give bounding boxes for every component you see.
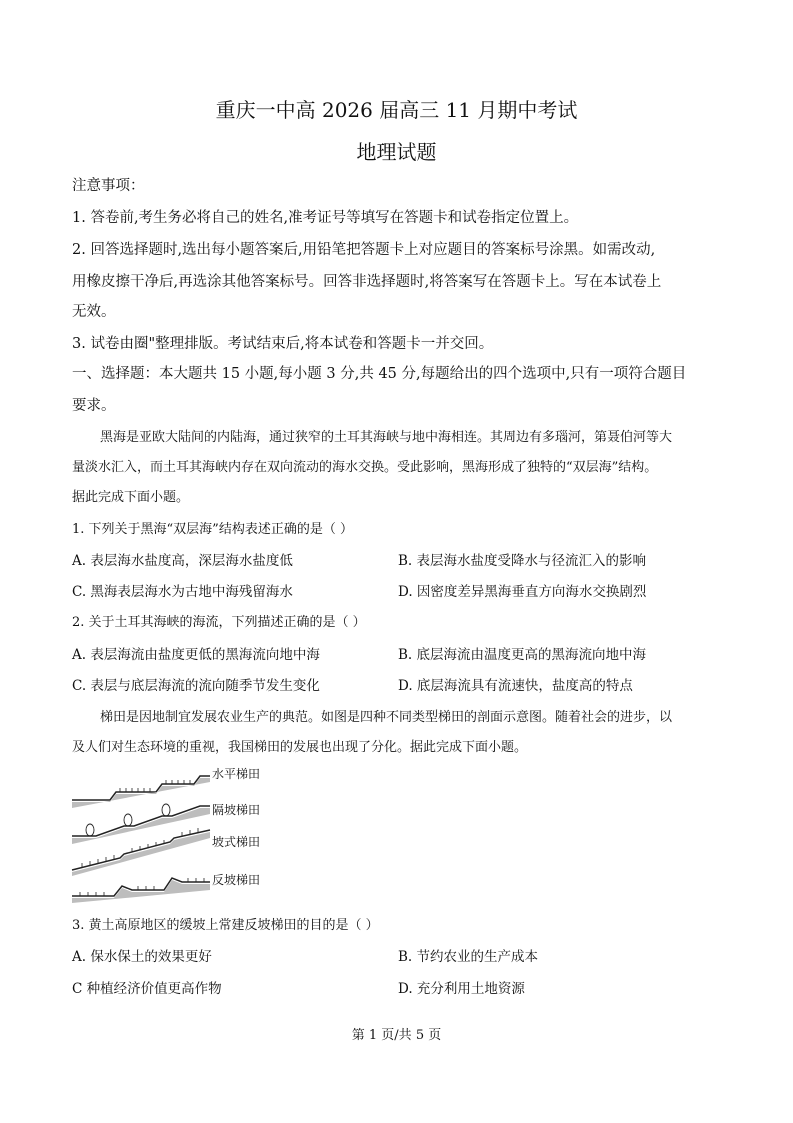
- note-2-line-3: 无效。: [72, 304, 116, 320]
- note-1: 1. 答卷前,考生务必将自己的姓名,准考证号等填写在答题卡和试卷指定位置上。: [72, 210, 579, 226]
- reverse-slope-terrace-profile: [72, 878, 210, 903]
- question-2-option-a: A. 表层海流由盐度更低的黑海流向地中海: [72, 647, 320, 663]
- question-1-option-a: A. 表层海水盐度高，深层海水盐度低: [72, 553, 293, 569]
- exam-subtitle: 地理试题: [356, 140, 437, 164]
- label-reverse-slope-terrace: 反坡梯田: [212, 873, 261, 887]
- question-3-option-c: C 种植经济价值更高作物: [72, 981, 222, 997]
- question-3-stem: 3. 黄土高原地区的缓坡上常建反坡梯田的目的是（ ）: [72, 918, 379, 933]
- label-interval-terrace: 隔坡梯田: [212, 803, 261, 817]
- notes-heading: 注意事项：: [72, 178, 145, 194]
- question-1-option-c: C. 黑海表层海水为古地中海残留海水: [72, 584, 293, 600]
- question-3-option-d: D. 充分利用土地资源: [398, 981, 525, 997]
- question-1-stem: 1. 下列关于黑海“双层海”结构表述正确的是（ ）: [72, 522, 353, 537]
- question-2-option-c: C. 表层与底层海流的流向随季节发生变化: [72, 678, 320, 694]
- question-3-option-b: B. 节约农业的生产成本: [398, 949, 539, 965]
- note-3: 3. 试卷由圈"整理排版。考试结束后,将本试卷和答题卡一并交回。: [72, 336, 494, 352]
- passage-1-line-2: 量淡水汇入，而土耳其海峡内存在双向流动的海水交换。受此影响，黑海形成了独特的“双层海”结构。: [72, 460, 658, 475]
- passage-2-line-1: 梯田是因地制宜发展农业生产的典范。如图是四种不同类型梯田的剖面示意图。随着社会的进步，以: [100, 710, 673, 725]
- passage-1-line-3: 据此完成下面小题。: [72, 490, 190, 505]
- question-2-option-d: D. 底层海流具有流速快，盐度高的特点: [398, 678, 633, 694]
- question-1-option-b: B. 表层海水盐度受降水与径流汇入的影响: [398, 553, 647, 569]
- label-sloping-terrace: 坡式梯田: [212, 835, 261, 849]
- passage-2-line-2: 及人们对生态环境的重视，我国梯田的发展也出现了分化。据此完成下面小题。: [72, 740, 528, 755]
- question-2-option-b: B. 底层海流由温度更高的黑海流向地中海: [398, 647, 647, 663]
- terrace-profile-figure: [70, 764, 280, 904]
- section-1-heading: 一、选择题：本大题共 15 小题,每小题 3 分,共 45 分,每题给出的四个选项中,只有一项符合题目: [72, 366, 687, 382]
- label-level-terrace: 水平梯田: [212, 767, 261, 781]
- question-1-option-d: D. 因密度差异黑海垂直方向海水交换剧烈: [398, 584, 647, 600]
- question-2-stem: 2. 关于土耳其海峡的海流，下列描述正确的是（ ）: [72, 615, 366, 630]
- section-1-heading-cont: 要求。: [72, 398, 116, 414]
- note-2-line-2: 用橡皮擦干净后,再选涂其他答案标号。回答非选择题时,将答案写在答题卡上。写在本试卷上: [72, 274, 662, 290]
- passage-1-line-1: 黑海是亚欧大陆间的内陆海，通过狭窄的土耳其海峡与地中海相连。其周边有多瑙河，第聂伯河等大: [100, 430, 673, 445]
- exam-title: 重庆一中高 2026 届高三 11 月期中考试: [215, 98, 578, 122]
- level-terrace-profile: [72, 776, 210, 808]
- sloping-terrace-profile: [72, 828, 210, 876]
- note-2-line-1: 2. 回答选择题时,选出每小题答案后,用铅笔把答题卡上对应题目的答案标号涂黑。如需改动,: [72, 242, 656, 258]
- question-3-option-a: A. 保水保土的效果更好: [72, 949, 212, 965]
- page-number: 第 1 页/共 5 页: [351, 1028, 442, 1043]
